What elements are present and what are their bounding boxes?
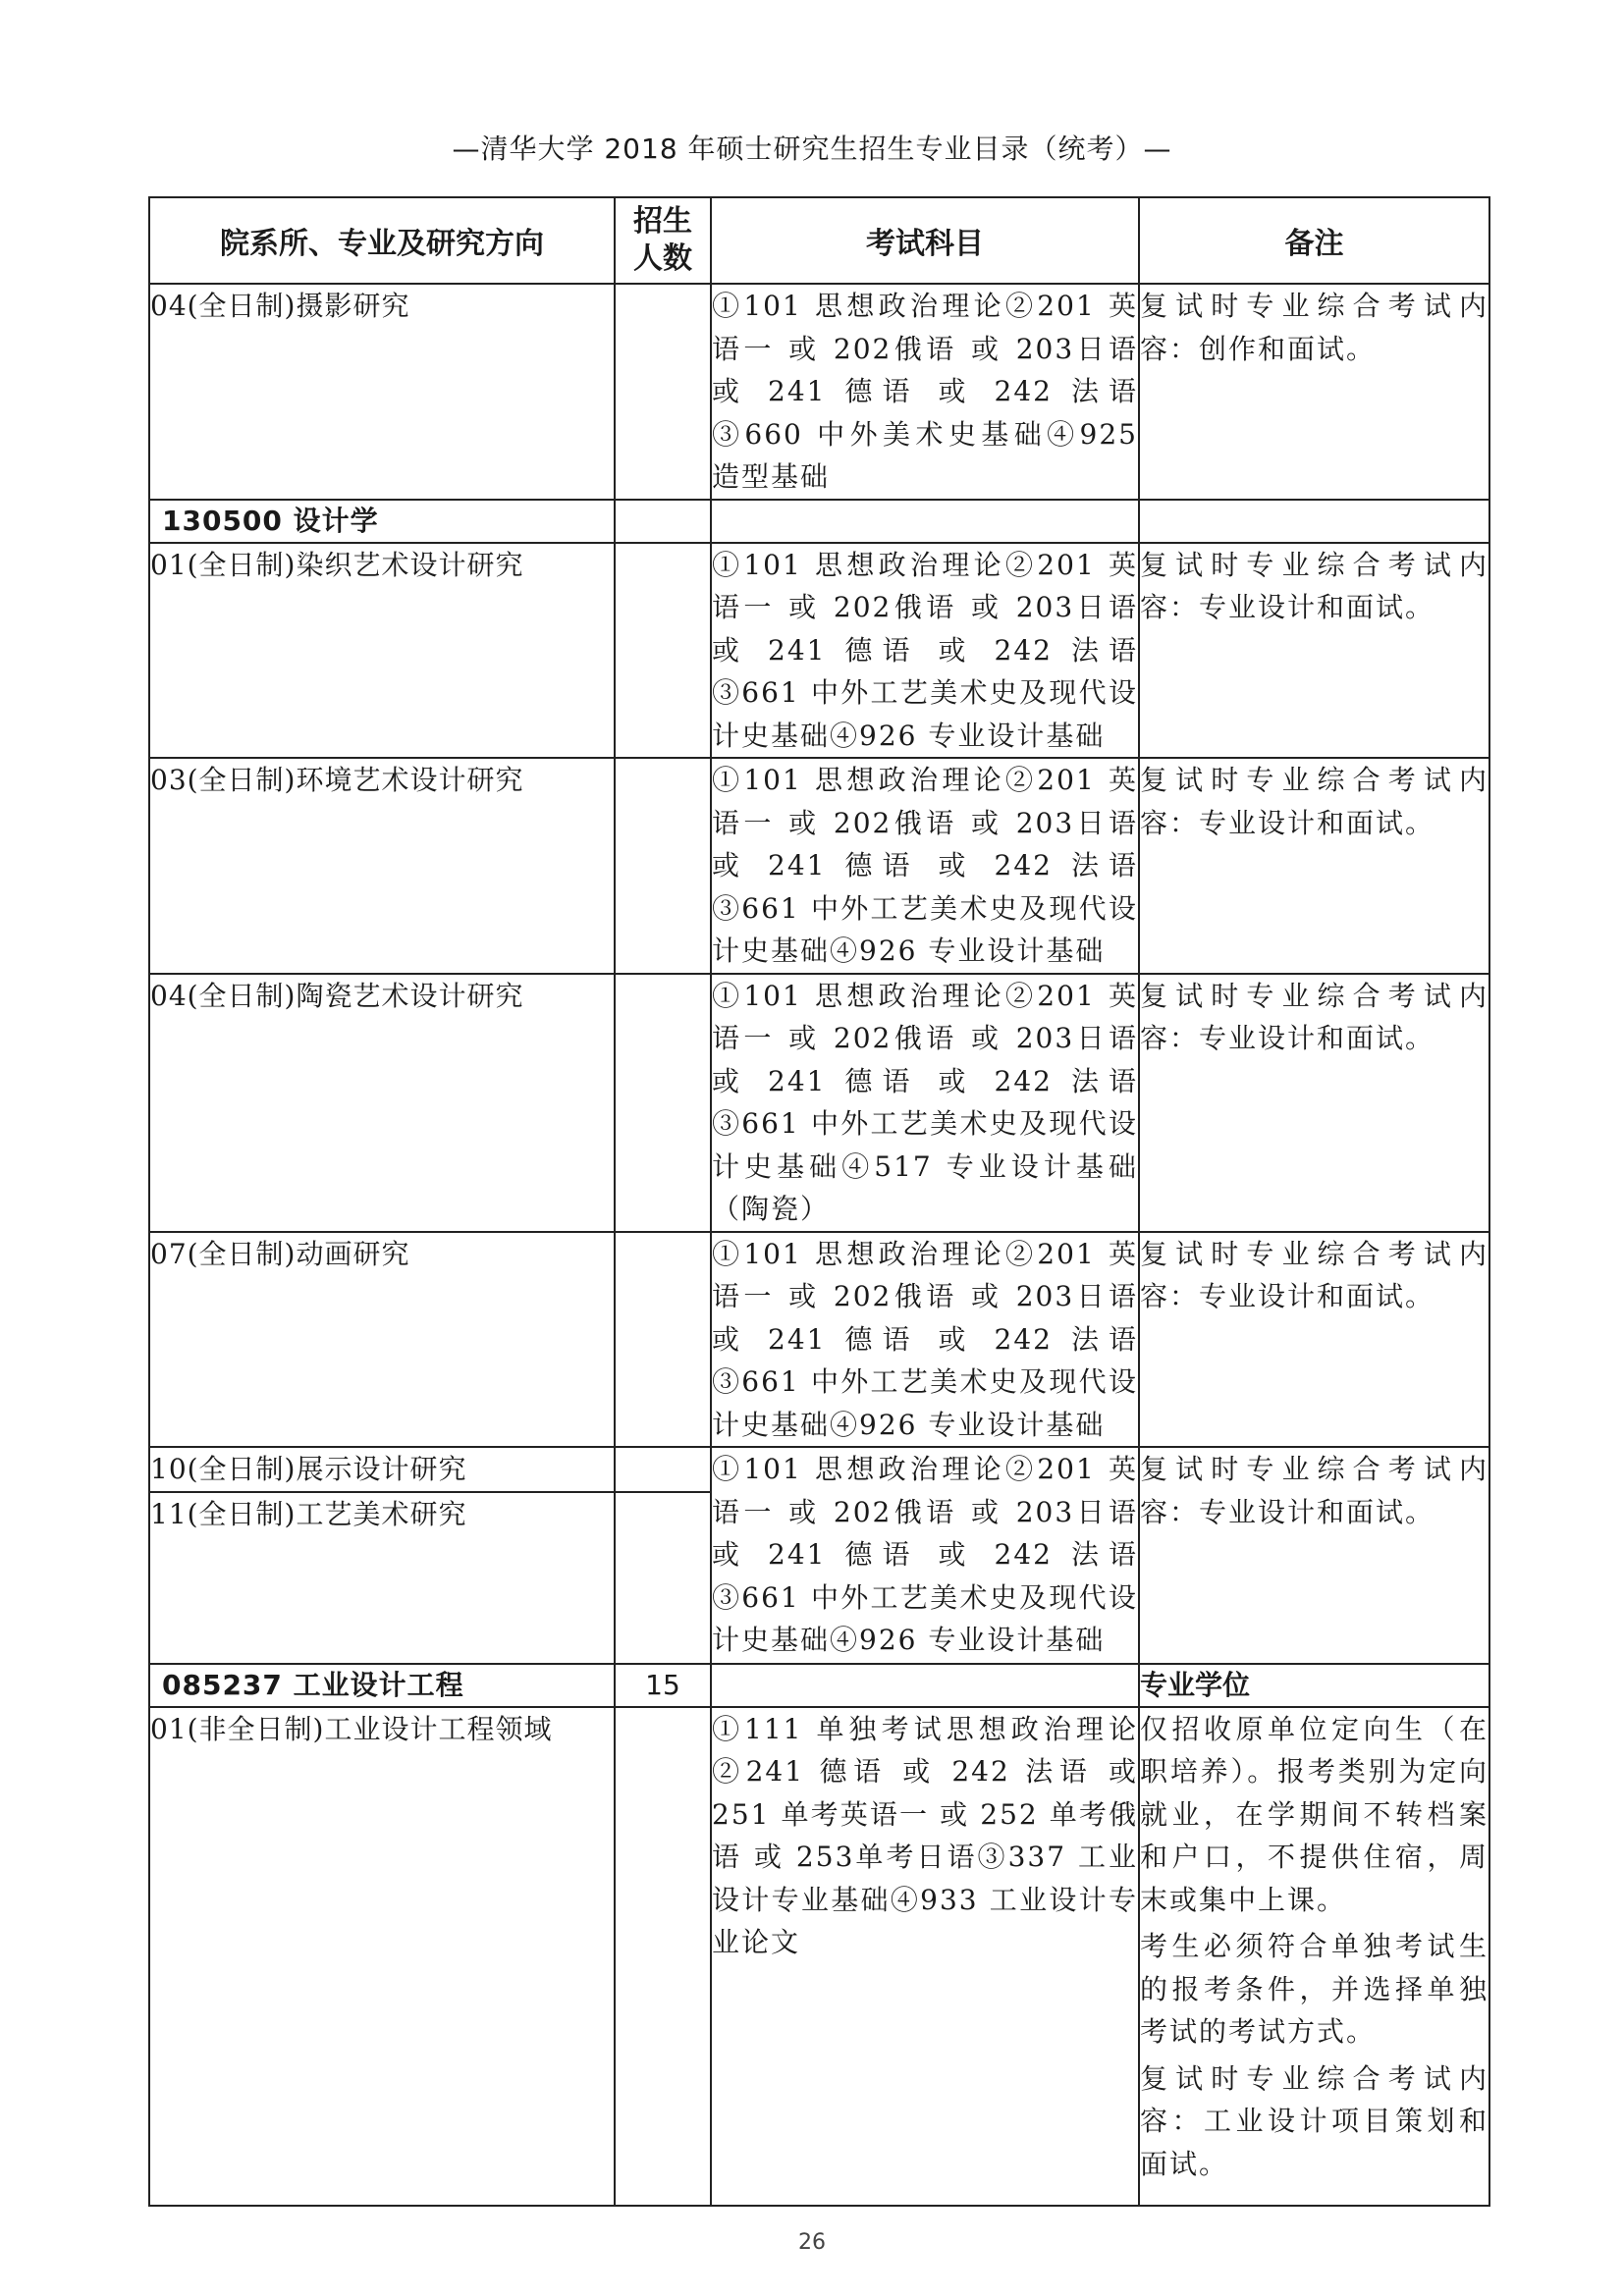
column-header-remarks: 备注	[1139, 197, 1489, 284]
remarks: 复试时专业综合考试内容：专业设计和面试。	[1139, 758, 1489, 974]
table-row	[149, 1447, 1489, 1492]
exam-subjects: ①101 思想政治理论②201 英语一 或 202俄语 或 203日语 或 241 德语 或 242 法语③661 中外工艺美术史及现代设计史基础④926 专业设计基础	[711, 1232, 1139, 1448]
quota-cell	[615, 284, 711, 500]
remarks-paragraph: 仅招收原单位定向生（在职培养）。报考类别为定向就业，在学期间不转档案和户口，不提供住宿，周末或集中上课。	[1140, 1712, 1489, 1916]
exam-subjects: ①111 单独考试思想政治理论②241 德语 或 242 法语 或 251 单考英语一 或 252 单考俄语 或 253单考日语③337 工业设计专业基础④933 工业设计专业论文	[711, 1707, 1139, 2206]
research-direction: 11(全日制)工艺美术研究	[149, 1492, 615, 1664]
table-row	[149, 1232, 1489, 1448]
major-row	[149, 1664, 1489, 1707]
remarks: 复试时专业综合考试内容：创作和面试。	[1139, 284, 1489, 500]
exam-subjects	[711, 1664, 1139, 1707]
remarks	[1139, 500, 1489, 543]
quota-cell	[615, 758, 711, 974]
enrollment-catalog-table	[148, 196, 1490, 2207]
remarks	[1139, 1707, 1489, 2206]
exam-subjects: ①101 思想政治理论②201 英语一 或 202俄语 或 203日语 或 241 德语 或 242 法语③661 中外工艺美术史及现代设计史基础④926 专业设计基础	[711, 543, 1139, 759]
exam-subjects: ①101 思想政治理论②201 英语一 或 202俄语 或 203日语 或 241 德语 或 242 法语③661 中外工艺美术史及现代设计史基础④517 专业设计基础（陶瓷）	[711, 974, 1139, 1232]
research-direction: 03(全日制)环境艺术设计研究	[149, 758, 615, 974]
exam-subjects	[711, 500, 1139, 543]
table-row	[149, 1707, 1489, 2206]
exam-subjects: ①101 思想政治理论②201 英语一 或 202俄语 或 203日语 或 241 德语 或 242 法语③661 中外工艺美术史及现代设计史基础④926 专业设计基础	[711, 758, 1139, 974]
research-direction: 04(全日制)陶瓷艺术设计研究	[149, 974, 615, 1232]
quota-cell	[615, 974, 711, 1232]
column-header-quota: 招生 人数	[615, 197, 711, 284]
page-number: 26	[798, 2230, 826, 2255]
remarks: 复试时专业综合考试内容：专业设计和面试。	[1139, 974, 1489, 1232]
major-title: 130500 设计学	[149, 500, 615, 543]
quota-cell	[615, 543, 711, 759]
research-direction: 04(全日制)摄影研究	[149, 284, 615, 500]
quota-cell: 15	[615, 1664, 711, 1707]
quota-cell	[615, 1447, 711, 1492]
research-direction: 07(全日制)动画研究	[149, 1232, 615, 1448]
column-header-direction: 院系所、专业及研究方向	[149, 197, 615, 284]
column-header-exam-subjects: 考试科目	[711, 197, 1139, 284]
research-direction: 01(非全日制)工业设计工程领域	[149, 1707, 615, 2206]
page-header: —清华大学 2018 年硕士研究生招生专业目录（统考）—	[452, 133, 1172, 165]
remarks-paragraph: 复试时专业综合考试内容：工业设计项目策划和面试。	[1140, 2061, 1489, 2180]
major-title: 085237 工业设计工程	[149, 1664, 615, 1707]
degree-type: 专业学位	[1139, 1664, 1489, 1707]
remarks: 复试时专业综合考试内容：专业设计和面试。	[1139, 1232, 1489, 1448]
table-row	[149, 543, 1489, 759]
quota-cell	[615, 1492, 711, 1664]
table-row	[149, 974, 1489, 1232]
major-row	[149, 500, 1489, 543]
research-direction: 10(全日制)展示设计研究	[149, 1447, 615, 1492]
table-row	[149, 284, 1489, 500]
quota-cell	[615, 1707, 711, 2206]
table-header-row	[149, 197, 1489, 284]
exam-subjects: ①101 思想政治理论②201 英语一 或 202俄语 或 203日语 或 241 德语 或 242 法语③660 中外美术史基础④925 造型基础	[711, 284, 1139, 500]
remarks: 复试时专业综合考试内容：专业设计和面试。	[1139, 543, 1489, 759]
quota-cell	[615, 500, 711, 543]
exam-subjects: ①101 思想政治理论②201 英语一 或 202俄语 或 203日语 或 241 德语 或 242 法语③661 中外工艺美术史及现代设计史基础④926 专业设计基础	[711, 1447, 1139, 1664]
remarks: 复试时专业综合考试内容：专业设计和面试。	[1139, 1447, 1489, 1664]
research-direction: 01(全日制)染织艺术设计研究	[149, 543, 615, 759]
quota-cell	[615, 1232, 711, 1448]
remarks-paragraph: 考生必须符合单独考试生的报考条件，并选择单独考试的考试方式。	[1140, 1930, 1489, 2048]
table-row	[149, 758, 1489, 974]
